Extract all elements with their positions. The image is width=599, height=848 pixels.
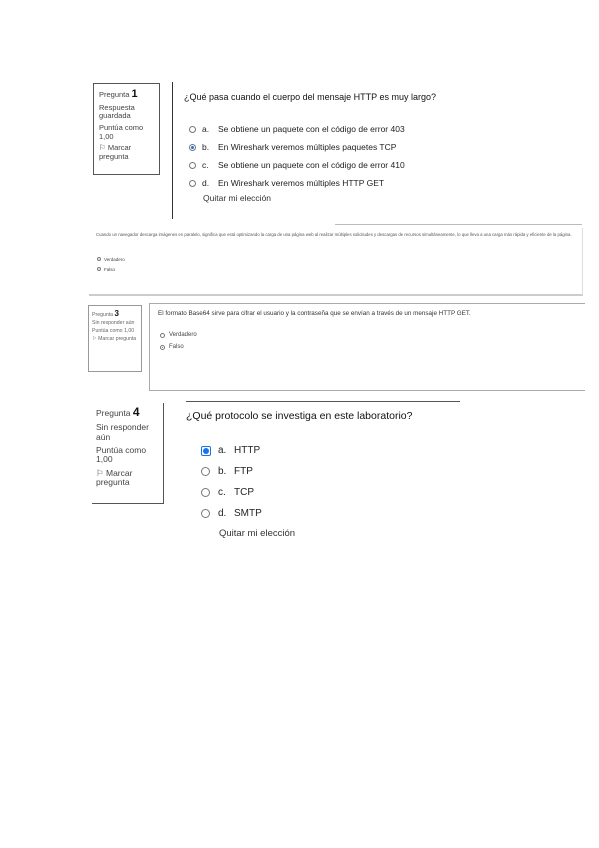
option-text: Falso bbox=[104, 266, 116, 272]
question-4-score: Puntúa como 1,00 bbox=[96, 444, 147, 465]
question-4-clear-choice[interactable]: Quitar mi elección bbox=[219, 528, 296, 539]
question-label: Pregunta bbox=[99, 90, 130, 99]
question-4-flag[interactable] bbox=[96, 469, 159, 488]
question-1-text: ¿Qué pasa cuando el cuerpo del mensaje HTTP es muy largo? bbox=[184, 92, 436, 102]
question-3-header bbox=[92, 309, 138, 319]
question-3-score: Puntúa como 1,00 bbox=[92, 327, 135, 334]
radio-b[interactable] bbox=[189, 144, 196, 151]
radio-false[interactable] bbox=[97, 267, 101, 271]
question-label: Pregunta bbox=[96, 408, 131, 418]
option-a[interactable] bbox=[189, 120, 405, 138]
question-3-options bbox=[160, 329, 197, 353]
flag-icon: ⚐ bbox=[99, 143, 106, 153]
radio-d[interactable] bbox=[201, 509, 210, 518]
question-4-text: ¿Qué protocolo se investiga en este laboratorio? bbox=[186, 410, 413, 422]
question-1-clear-choice[interactable]: Quitar mi elección bbox=[203, 193, 272, 203]
question-4-header bbox=[96, 406, 159, 419]
question-4-options bbox=[201, 440, 262, 524]
option-b[interactable] bbox=[201, 461, 262, 482]
radio-d[interactable] bbox=[189, 180, 196, 187]
question-1-divider bbox=[172, 82, 173, 219]
question-number: 3 bbox=[114, 309, 119, 318]
option-text: En Wireshark veremos múltiples paquetes TCP bbox=[218, 142, 397, 152]
option-false[interactable] bbox=[160, 341, 197, 353]
option-letter: b. bbox=[218, 466, 227, 477]
option-d[interactable] bbox=[189, 174, 405, 192]
question-1-flag[interactable] bbox=[99, 144, 154, 161]
option-text: TCP bbox=[234, 487, 254, 498]
flag-label: Marcar pregunta bbox=[98, 335, 137, 342]
question-label: Pregunta bbox=[92, 312, 114, 318]
option-letter: a. bbox=[218, 445, 227, 456]
question-2-options bbox=[97, 254, 125, 274]
radio-b[interactable] bbox=[201, 467, 210, 476]
option-text: Falso bbox=[169, 344, 184, 350]
radio-c[interactable] bbox=[201, 488, 210, 497]
option-letter: a. bbox=[202, 124, 210, 134]
question-3-status: Sin responder aún bbox=[92, 319, 135, 326]
option-letter: d. bbox=[218, 508, 227, 519]
question-3-flag[interactable] bbox=[92, 337, 138, 343]
question-1-options bbox=[189, 120, 405, 192]
option-text: SMTP bbox=[234, 508, 262, 519]
question-4-info-box bbox=[92, 403, 164, 504]
radio-true[interactable] bbox=[160, 333, 165, 338]
option-letter: c. bbox=[202, 160, 209, 170]
option-b[interactable] bbox=[189, 138, 405, 156]
question-1-score: Puntúa como 1,00 bbox=[99, 122, 144, 141]
radio-a[interactable] bbox=[201, 446, 211, 456]
option-c[interactable] bbox=[189, 156, 405, 174]
option-text: Verdadero bbox=[169, 332, 197, 338]
option-letter: b. bbox=[202, 142, 210, 152]
option-c[interactable] bbox=[201, 482, 262, 503]
option-text: Se obtiene un paquete con el código de error 403 bbox=[218, 124, 405, 134]
question-4-top-rule bbox=[186, 401, 460, 402]
option-true[interactable] bbox=[97, 254, 125, 264]
question-3-text: El formato Base64 sirve para cifrar el usuario y la contraseña que se envían a través de un mensaje HTTP GET. bbox=[158, 310, 471, 317]
option-false[interactable] bbox=[97, 264, 125, 274]
flag-label: Marcar pregunta bbox=[99, 143, 132, 161]
radio-c[interactable] bbox=[189, 162, 196, 169]
radio-true[interactable] bbox=[97, 257, 101, 261]
option-true[interactable] bbox=[160, 329, 197, 341]
option-d[interactable] bbox=[201, 503, 262, 524]
option-letter: d. bbox=[202, 178, 210, 188]
flag-icon: ⚐ bbox=[96, 467, 104, 478]
question-number: 1 bbox=[131, 88, 138, 100]
question-number: 4 bbox=[132, 405, 140, 419]
option-text: FTP bbox=[234, 466, 253, 477]
question-2-text: Cuando un navegador descarga imágenes en paralelo, significa que está optimizando la carga de una página web al realizar múltiples solicitudes y descargas de recursos simultáneamente, lo que lleva a una carga más rápida y eficiente de la página. bbox=[96, 232, 572, 237]
option-letter: c. bbox=[218, 487, 226, 498]
option-text: Se obtiene un paquete con el código de error 410 bbox=[218, 160, 405, 170]
option-text: HTTP bbox=[234, 445, 261, 456]
option-a[interactable] bbox=[201, 440, 262, 461]
question-2-box bbox=[89, 228, 583, 296]
question-2-top-rule bbox=[335, 224, 582, 225]
flag-icon: ⚐ bbox=[92, 335, 97, 342]
option-text: Verdadero bbox=[104, 256, 125, 262]
question-4-status: Sin responder aún bbox=[96, 422, 149, 442]
question-1-status: Respuesta guardada bbox=[99, 102, 135, 121]
question-1-info-box bbox=[93, 83, 160, 175]
question-1-header bbox=[99, 88, 154, 101]
radio-a[interactable] bbox=[189, 126, 196, 133]
radio-false[interactable] bbox=[160, 345, 165, 350]
option-text: En Wireshark veremos múltiples HTTP GET bbox=[218, 178, 385, 188]
flag-label: Marcar pregunta bbox=[96, 467, 133, 487]
question-3-info-box bbox=[88, 305, 142, 372]
